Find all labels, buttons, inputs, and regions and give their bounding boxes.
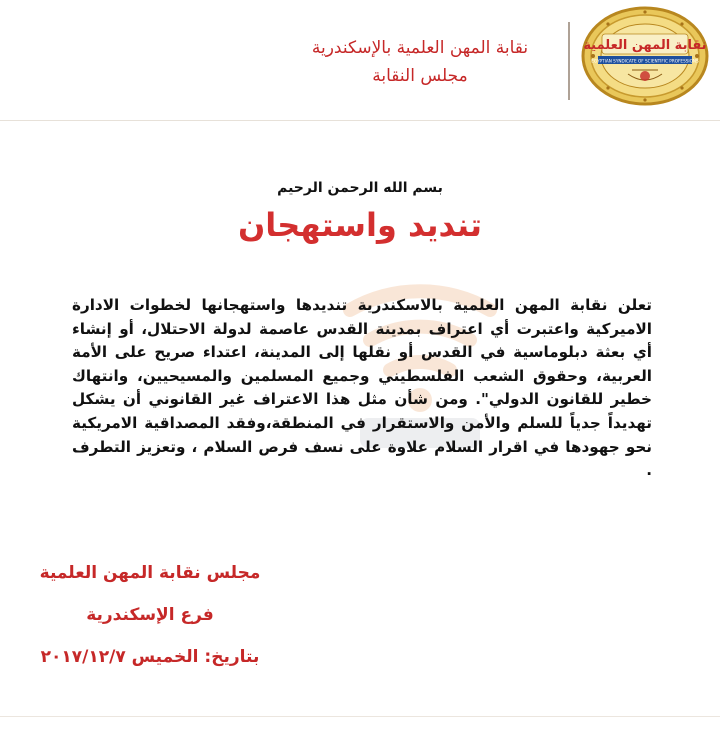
statement-body: تعلن نقابة المهن العلمية بالاسكندرية تنديدها واستهجانها لخطوات الادارة الاميركية واعتبرت أي اعتراف بمدينة القدس عاصمة لدولة الاحتلال، أو إنشاء أي بعثة دبلوماسية في القدس أو نقلها إلى المدينة، اعتداء صريح على الأمة العربية، وحقوق الشعب الفلسطيني وجميع المسلمين والمسيحيين، وانتهاك خطير للقانون الدولي". ومن شأن مثل هذا الاعتراف غير القانوني أن يشكل تهديداً جدياً للسلم والأمن والاستقرار في المنطقة،وفقد المصداقية الامريكية نحو جهودها في اقرار السلام علاوة على نسف فرص السلام ، وتعزيز التطرف . (72, 296, 652, 480)
syndicate-seal-logo (578, 4, 712, 108)
logo-arabic-text: نقابة المهن العلمية (583, 38, 707, 53)
signature-block (30, 552, 270, 678)
document-title: تنديد واستهجان (237, 206, 483, 244)
header-text (270, 34, 570, 90)
council-name: مجلس النقابة (372, 66, 468, 86)
syndicate-seal-icon (578, 4, 712, 108)
signature-date: بتاريخ: الخميس ٢٠١٧/١٢/٧ (40, 647, 260, 667)
footer-rule (0, 716, 720, 717)
signature-branch: فرع الإسكندرية (86, 605, 214, 625)
logo-english-text: EGYPTIAN SYNDICATE OF SCIENTIFIC PROFESSIONS (591, 58, 699, 64)
basmala-heading: بسم الله الرحمن الرحيم (277, 180, 443, 196)
signature-council: مجلس نقابة المهن العلمية (39, 563, 261, 583)
header-separator (0, 120, 720, 121)
organization-name: نقابة المهن العلمية بالإسكندرية (311, 38, 529, 58)
header-divider (568, 22, 570, 100)
